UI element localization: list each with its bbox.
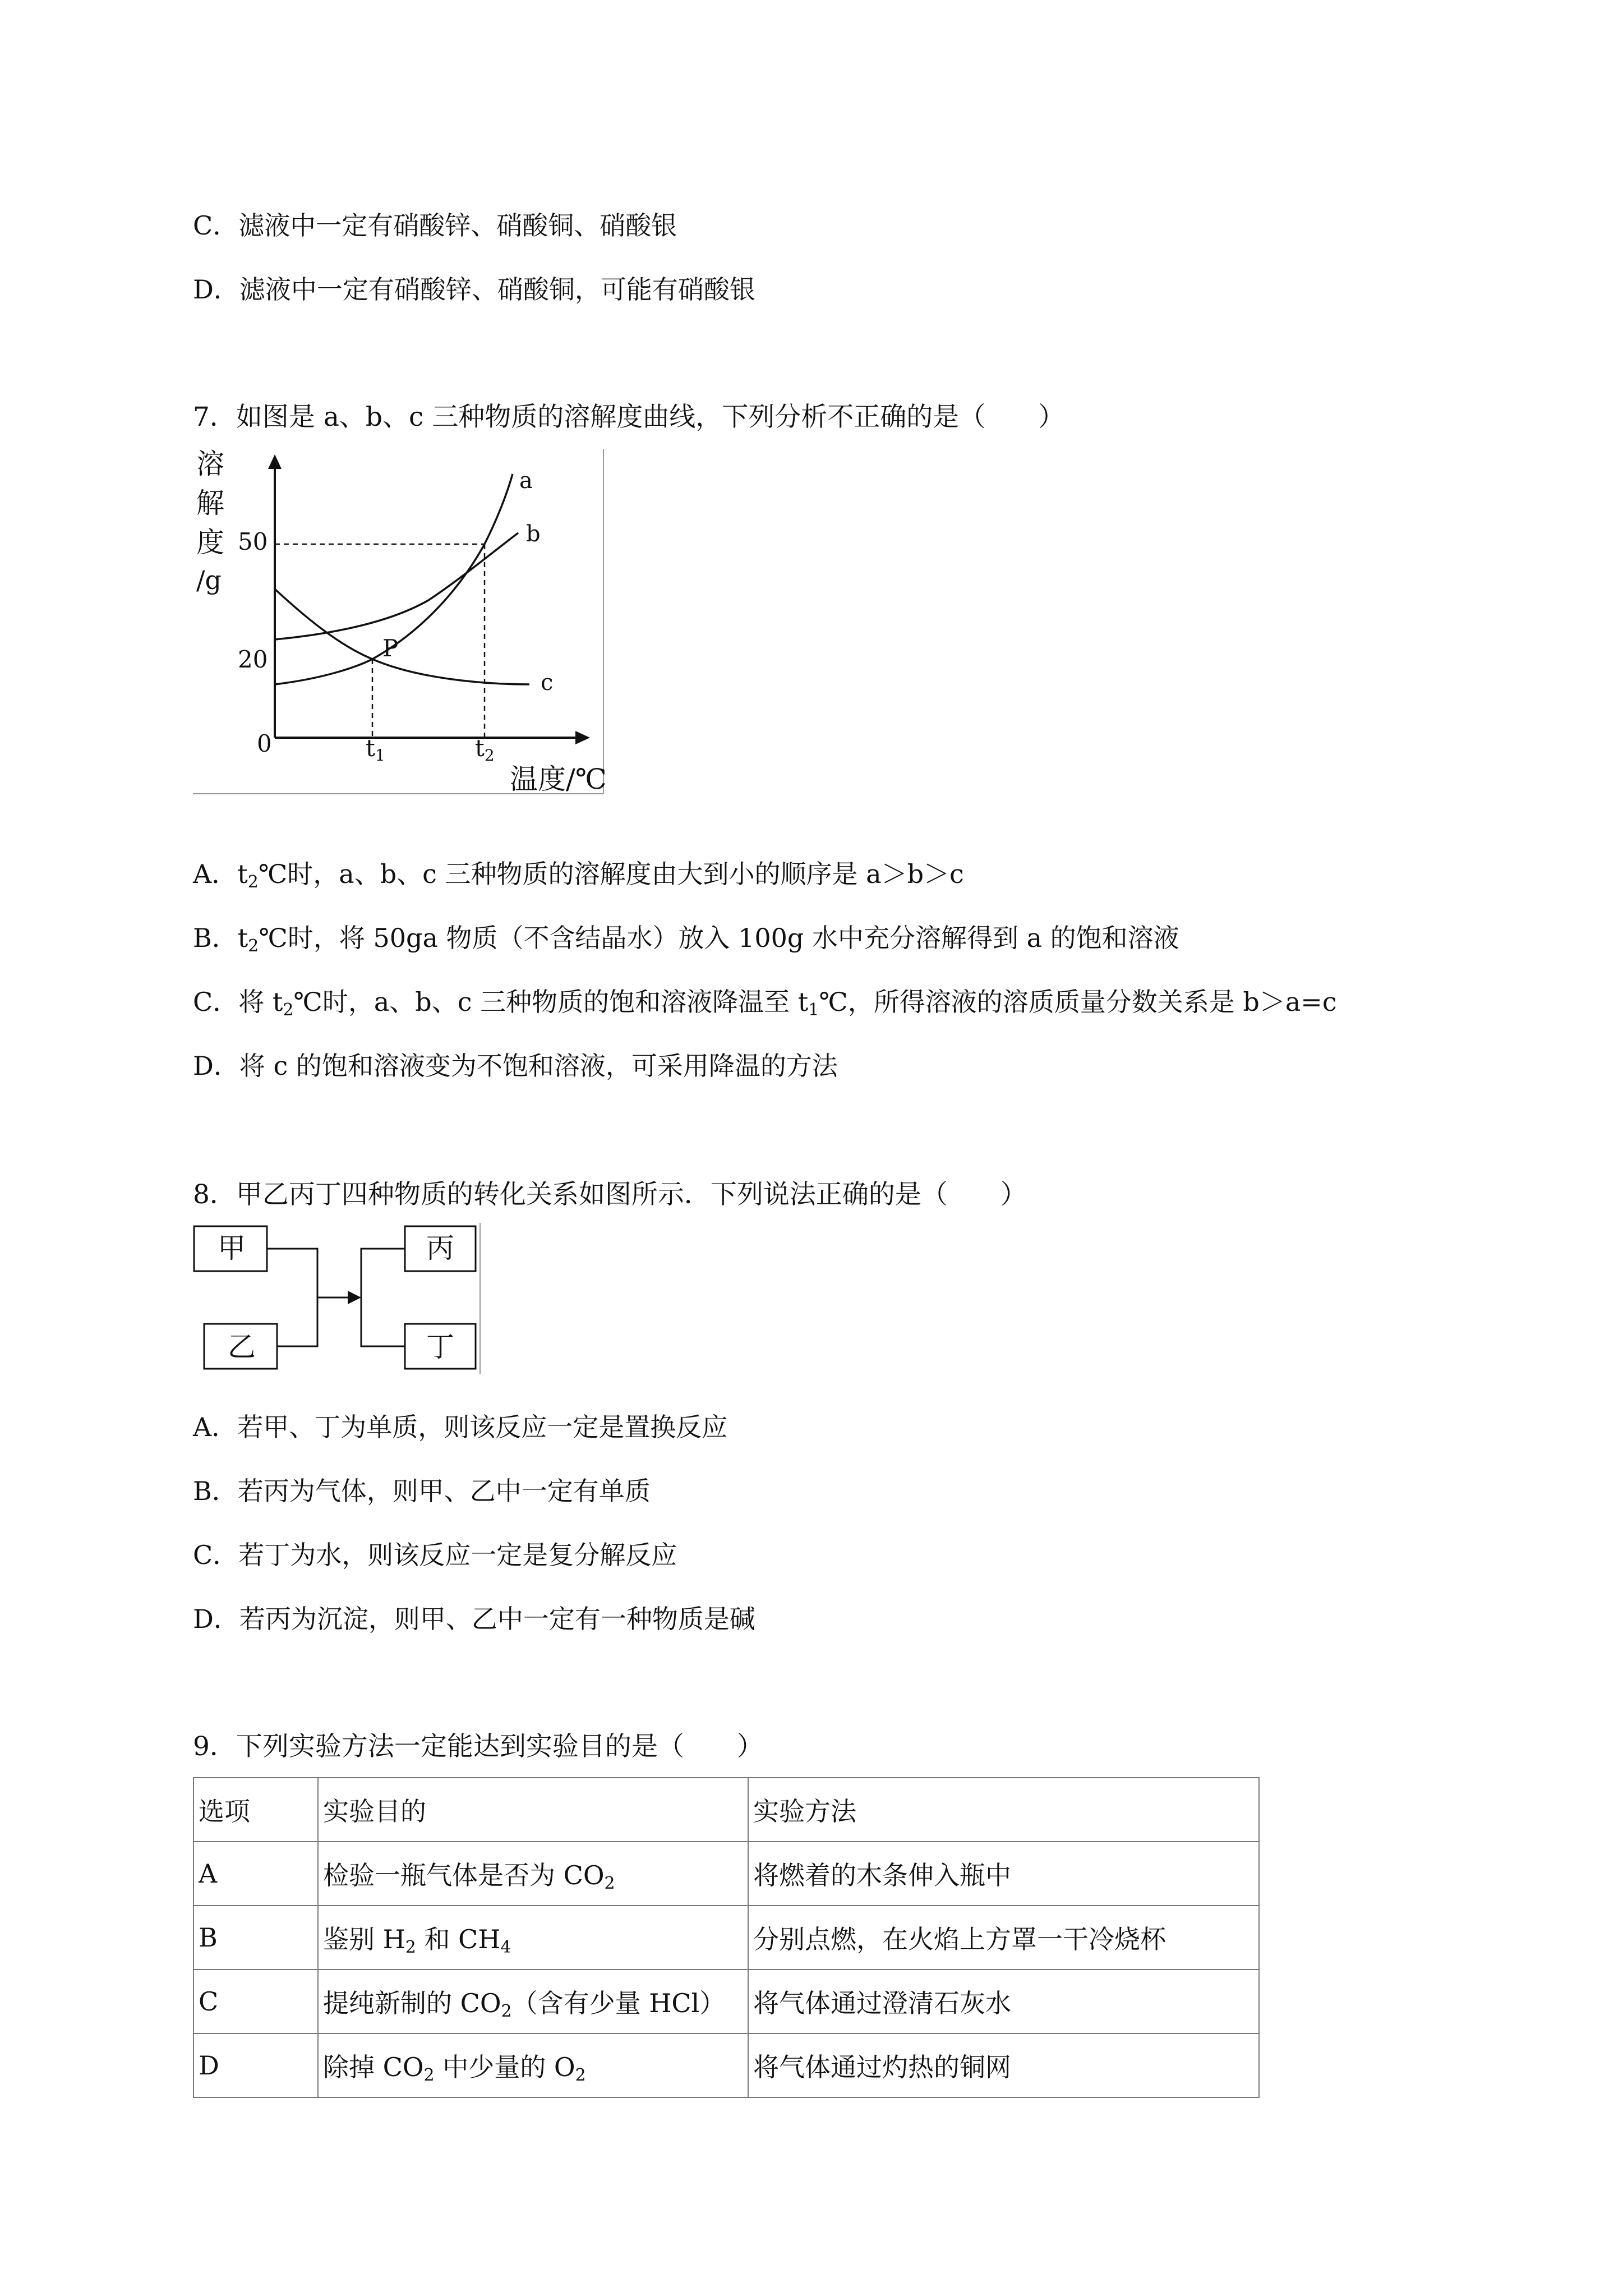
x-axis-label: 温度/℃ — [510, 763, 607, 795]
q8-option-a: A．若甲、丁为单质，则该反应一定是置换反应 — [193, 1412, 728, 1442]
y-tick-20: 20 — [238, 646, 268, 673]
experiment-table — [193, 1777, 1260, 2098]
x-tick-t2: t2 — [475, 734, 495, 765]
row-b-goal: 鉴别 $H_2$ 和 $CH_4$ — [318, 1906, 748, 1970]
box-bing-label: 丙 — [426, 1232, 454, 1264]
q9-stem: 9．下列实验方法一定能达到实验目的是（ ） — [193, 1731, 763, 1762]
row-b-option: B — [193, 1906, 318, 1970]
header-method: 实验方法 — [748, 1778, 1259, 1842]
left-bracket — [267, 1249, 317, 1346]
row-a-method: 将燃着的木条伸入瓶中 — [748, 1842, 1259, 1906]
ylabel-char-1: 溶 — [196, 449, 224, 480]
q8-option-d: D．若丙为沉淀，则甲、乙中一定有一种物质是碱 — [193, 1604, 755, 1634]
row-c-option: C — [193, 1970, 318, 2033]
q6-option-d: D．滤液中一定有硝酸锌、硝酸铜，可能有硝酸银 — [193, 274, 755, 305]
y-tick-50: 50 — [238, 528, 268, 555]
table-row — [193, 1842, 1259, 1906]
row-c-method: 将气体通过澄清石灰水 — [748, 1970, 1259, 2033]
curve-c — [275, 589, 529, 684]
curve-b-label: b — [526, 521, 541, 547]
row-d-method: 将气体通过灼热的铜网 — [748, 2033, 1259, 2097]
origin-label: 0 — [257, 730, 272, 757]
row-d-option: D — [193, 2033, 318, 2097]
q7-stem: 7．如图是 a、b、c 三种物质的溶解度曲线，下列分析不正确的是（ ） — [193, 402, 1065, 432]
row-b-method: 分别点燃，在火焰上方罩一干冷烧杯 — [748, 1906, 1259, 1970]
x-tick-t1: t1 — [366, 734, 385, 765]
q8-option-c: C．若丁为水，则该反应一定是复分解反应 — [193, 1540, 677, 1570]
q8-option-b: B．若丙为气体，则甲、乙中一定有单质 — [193, 1476, 651, 1506]
y-axis-arrow — [268, 454, 282, 469]
curve-a-label: a — [519, 468, 533, 494]
ylabel-char-4: /g — [196, 565, 222, 595]
row-a-option: A — [193, 1842, 318, 1906]
q7-option-a: A．$t_2℃$时，a、b、c 三种物质的溶解度由大到小的顺序是 a＞b＞c — [193, 859, 964, 892]
q6-option-c: C．滤液中一定有硝酸锌、硝酸铜、硝酸银 — [193, 210, 677, 241]
ylabel-char-3: 度 — [196, 526, 224, 559]
row-d-goal: 除掉 $CO_2$ 中少量的 $O_2$ — [318, 2033, 748, 2097]
header-option: 选项 — [193, 1778, 318, 1842]
ylabel-char-2: 解 — [196, 487, 224, 519]
box-ding-label: 丁 — [426, 1331, 454, 1363]
q7-option-d: D．将 c 的饱和溶液变为不饱和溶液，可采用降温的方法 — [193, 1051, 838, 1081]
table-row — [193, 1906, 1259, 1970]
header-goal: 实验目的 — [318, 1778, 748, 1842]
row-a-goal: 检验一瓶气体是否为 $CO_2$ — [318, 1842, 748, 1906]
arrow-head — [348, 1291, 361, 1304]
table-row — [193, 2033, 1259, 2097]
curve-c-label: c — [541, 670, 554, 696]
solubility-chart — [193, 449, 608, 799]
row-c-goal: 提纯新制的 $CO_2$（含有少量 HCl） — [318, 1970, 748, 2033]
x-axis-arrow — [575, 731, 590, 744]
point-p-label: P — [382, 634, 399, 662]
q8-stem: 8．甲乙丙丁四种物质的转化关系如图所示．下列说法正确的是（ ） — [193, 1179, 1027, 1210]
q7-option-c: C．将 $t_2℃$时，a、b、c 三种物质的饱和溶液降温至 $t_1℃$，所得溶液的溶质质量分数关系是 b＞a=c — [193, 987, 1337, 1020]
box-jia-label: 甲 — [218, 1232, 246, 1264]
box-yi-label: 乙 — [228, 1331, 256, 1363]
right-bracket — [361, 1249, 405, 1346]
table-header-row — [193, 1778, 1259, 1842]
q7-option-b: B．$t_2℃$时，将 50ga 物质（不含结晶水）放入 100g 水中充分溶解得到 a 的饱和溶液 — [193, 923, 1179, 956]
table-row — [193, 1970, 1259, 2033]
conversion-diagram — [193, 1223, 485, 1374]
